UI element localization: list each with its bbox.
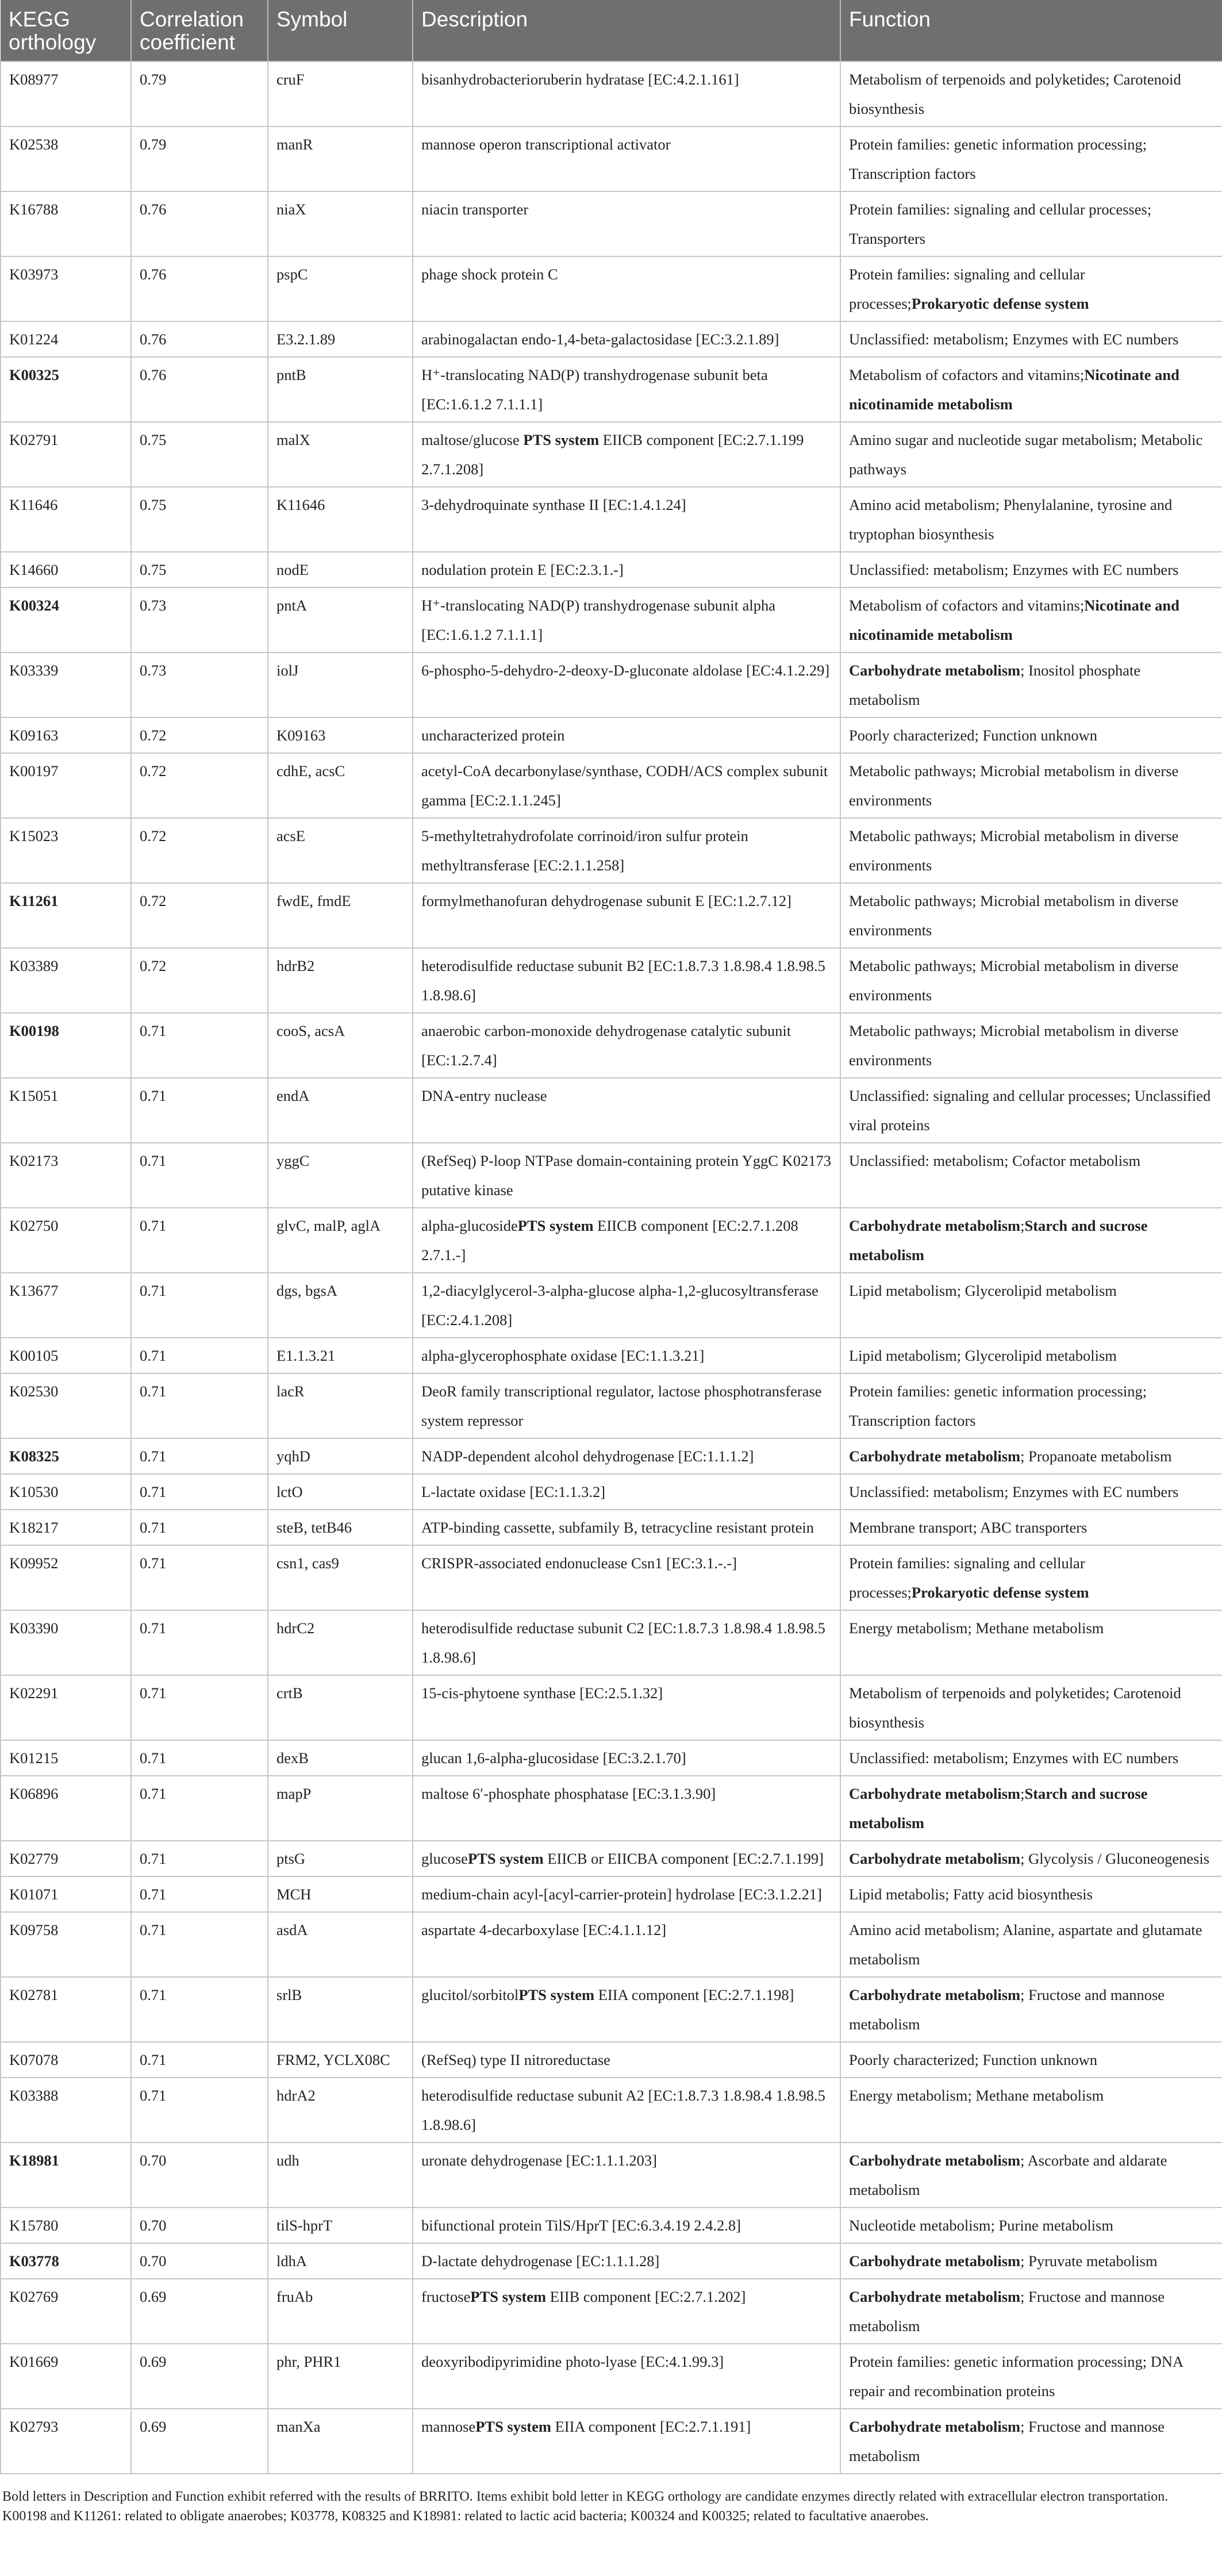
cell-function: Metabolic pathways; Microbial metabolism in diverse environments	[840, 883, 1222, 948]
cell-description: glucitol/sorbitolPTS system EIIA component [EC:2.7.1.198]	[413, 1977, 840, 2042]
table-row	[1, 2208, 1222, 2243]
cell-correlation-coefficient: 0.71	[131, 1876, 268, 1912]
cell-function: Unclassified: metabolism; Cofactor metabolism	[840, 1143, 1222, 1208]
cell-symbol: MCH	[268, 1876, 413, 1912]
cell-function: Energy metabolism; Methane metabolism	[840, 1610, 1222, 1675]
cell-correlation-coefficient: 0.69	[131, 2344, 268, 2409]
table-row	[1, 1545, 1222, 1610]
cell-symbol: hdrA2	[268, 2078, 413, 2143]
cell-kegg-orthology: K02769	[1, 2279, 131, 2344]
cell-function: Metabolic pathways; Microbial metabolism in diverse environments	[840, 753, 1222, 818]
cell-description: uncharacterized protein	[413, 717, 840, 753]
cell-symbol: asdA	[268, 1912, 413, 1977]
cell-description: glucan 1,6-alpha-glucosidase [EC:3.2.1.70]	[413, 1740, 840, 1776]
cell-kegg-orthology: K09758	[1, 1912, 131, 1977]
table-row	[1, 2143, 1222, 2208]
cell-function: Protein families: genetic information processing; DNA repair and recombination proteins	[840, 2344, 1222, 2409]
cell-correlation-coefficient: 0.71	[131, 1610, 268, 1675]
cell-function: Metabolic pathways; Microbial metabolism in diverse environments	[840, 948, 1222, 1013]
cell-function: Lipid metabolism; Glycerolipid metabolism	[840, 1273, 1222, 1338]
cell-kegg-orthology: K03973	[1, 256, 131, 321]
cell-correlation-coefficient: 0.71	[131, 1438, 268, 1474]
cell-correlation-coefficient: 0.70	[131, 2143, 268, 2208]
cell-function: Protein families: signaling and cellular processes; Transporters	[840, 191, 1222, 256]
header-kegg-orthology: KEGG orthology	[1, 0, 131, 62]
cell-kegg-orthology: K08977	[1, 62, 131, 126]
table-row	[1, 191, 1222, 256]
cell-correlation-coefficient: 0.76	[131, 256, 268, 321]
cell-kegg-orthology: K00324	[1, 588, 131, 652]
cell-function: Carbohydrate metabolism; Propanoate metabolism	[840, 1438, 1222, 1474]
cell-symbol: K11646	[268, 487, 413, 552]
table-footnote: Bold letters in Description and Function exhibit referred with the results of BRRITO. Items exhibit bold letter in KEGG orthology are candidate enzymes directly related with extracellular electron transportation. K00198 and K11261: related to obligate anaerobes; K03778, K08325 and K18981: related to lactic acid bacteria; K00324 and K00325; related to facultative anaerobes.	[2, 2489, 1169, 2524]
table-row	[1, 2078, 1222, 2143]
cell-function: Protein families: signaling and cellular processes;Prokaryotic defense system	[840, 1545, 1222, 1610]
cell-symbol: crtB	[268, 1675, 413, 1740]
cell-correlation-coefficient: 0.72	[131, 883, 268, 948]
cell-description: fructosePTS system EIIB component [EC:2.7.1.202]	[413, 2279, 840, 2344]
cell-symbol: ldhA	[268, 2243, 413, 2279]
table-row	[1, 422, 1222, 487]
table-row	[1, 1143, 1222, 1208]
table-row	[1, 2279, 1222, 2344]
cell-symbol: cooS, acsA	[268, 1013, 413, 1078]
cell-correlation-coefficient: 0.76	[131, 321, 268, 357]
cell-kegg-orthology: K00197	[1, 753, 131, 818]
cell-symbol: yqhD	[268, 1438, 413, 1474]
table-row	[1, 321, 1222, 357]
cell-correlation-coefficient: 0.71	[131, 2078, 268, 2143]
cell-correlation-coefficient: 0.71	[131, 1373, 268, 1438]
cell-symbol: hdrB2	[268, 948, 413, 1013]
cell-symbol: dgs, bgsA	[268, 1273, 413, 1338]
cell-description: (RefSeq) type II nitroreductase	[413, 2042, 840, 2078]
table-row	[1, 2243, 1222, 2279]
cell-symbol: tilS-hprT	[268, 2208, 413, 2243]
cell-kegg-orthology: K00198	[1, 1013, 131, 1078]
cell-correlation-coefficient: 0.75	[131, 422, 268, 487]
table-row	[1, 1977, 1222, 2042]
cell-symbol: nodE	[268, 552, 413, 588]
header-symbol: Symbol	[268, 0, 413, 62]
cell-symbol: ptsG	[268, 1841, 413, 1876]
table-row	[1, 588, 1222, 652]
cell-symbol: endA	[268, 1078, 413, 1143]
cell-description: 1,2-diacylglycerol-3-alpha-glucose alpha-1,2-glucosyltransferase [EC:2.4.1.208]	[413, 1273, 840, 1338]
cell-correlation-coefficient: 0.71	[131, 1013, 268, 1078]
cell-symbol: hdrC2	[268, 1610, 413, 1675]
cell-correlation-coefficient: 0.72	[131, 753, 268, 818]
cell-function: Unclassified: metabolism; Enzymes with EC numbers	[840, 1474, 1222, 1510]
cell-kegg-orthology: K03389	[1, 948, 131, 1013]
cell-correlation-coefficient: 0.76	[131, 357, 268, 422]
cell-function: Amino acid metabolism; Phenylalanine, tyrosine and tryptophan biosynthesis	[840, 487, 1222, 552]
cell-description: alpha-glucosidePTS system EIICB component [EC:2.7.1.208 2.7.1.-]	[413, 1208, 840, 1273]
cell-kegg-orthology: K01071	[1, 1876, 131, 1912]
cell-description: aspartate 4-decarboxylase [EC:4.1.1.12]	[413, 1912, 840, 1977]
cell-correlation-coefficient: 0.75	[131, 487, 268, 552]
cell-correlation-coefficient: 0.75	[131, 552, 268, 588]
cell-description: glucosePTS system EIICB or EIICBA component [EC:2.7.1.199]	[413, 1841, 840, 1876]
cell-correlation-coefficient: 0.69	[131, 2279, 268, 2344]
cell-correlation-coefficient: 0.71	[131, 1208, 268, 1273]
cell-description: maltose/glucose PTS system EIICB component [EC:2.7.1.199 2.7.1.208]	[413, 422, 840, 487]
cell-description: heterodisulfide reductase subunit C2 [EC:1.8.7.3 1.8.98.4 1.8.98.5 1.8.98.6]	[413, 1610, 840, 1675]
cell-function: Membrane transport; ABC transporters	[840, 1510, 1222, 1545]
table-row	[1, 2409, 1222, 2474]
cell-kegg-orthology: K06896	[1, 1776, 131, 1841]
cell-correlation-coefficient: 0.71	[131, 1841, 268, 1876]
cell-description: heterodisulfide reductase subunit B2 [EC:1.8.7.3 1.8.98.4 1.8.98.5 1.8.98.6]	[413, 948, 840, 1013]
table-row	[1, 2042, 1222, 2078]
cell-kegg-orthology: K11646	[1, 487, 131, 552]
cell-kegg-orthology: K03388	[1, 2078, 131, 2143]
cell-description: bifunctional protein TilS/HprT [EC:6.3.4.19 2.4.2.8]	[413, 2208, 840, 2243]
header-row	[1, 0, 1222, 62]
cell-kegg-orthology: K14660	[1, 552, 131, 588]
cell-kegg-orthology: K15023	[1, 818, 131, 883]
cell-description: mannosePTS system EIIA component [EC:2.7.1.191]	[413, 2409, 840, 2474]
cell-kegg-orthology: K11261	[1, 883, 131, 948]
cell-description: 6-phospho-5-dehydro-2-deoxy-D-gluconate aldolase [EC:4.1.2.29]	[413, 652, 840, 717]
cell-function: Carbohydrate metabolism; Fructose and mannose metabolism	[840, 1977, 1222, 2042]
cell-correlation-coefficient: 0.71	[131, 1078, 268, 1143]
cell-description: (RefSeq) P-loop NTPase domain-containing protein YggC K02173 putative kinase	[413, 1143, 840, 1208]
cell-kegg-orthology: K18217	[1, 1510, 131, 1545]
cell-kegg-orthology: K15051	[1, 1078, 131, 1143]
table-row	[1, 1510, 1222, 1545]
cell-symbol: fruAb	[268, 2279, 413, 2344]
cell-kegg-orthology: K10530	[1, 1474, 131, 1510]
table-row	[1, 357, 1222, 422]
table-row	[1, 1610, 1222, 1675]
cell-description: NADP-dependent alcohol dehydrogenase [EC:1.1.1.2]	[413, 1438, 840, 1474]
cell-symbol: csn1, cas9	[268, 1545, 413, 1610]
header-function: Function	[840, 0, 1222, 62]
cell-function: Metabolic pathways; Microbial metabolism in diverse environments	[840, 1013, 1222, 1078]
table-row	[1, 753, 1222, 818]
cell-kegg-orthology: K18981	[1, 2143, 131, 2208]
cell-description: formylmethanofuran dehydrogenase subunit E [EC:1.2.7.12]	[413, 883, 840, 948]
cell-function: Lipid metabolism; Glycerolipid metabolism	[840, 1338, 1222, 1373]
cell-description: niacin transporter	[413, 191, 840, 256]
cell-description: 15-cis-phytoene synthase [EC:2.5.1.32]	[413, 1675, 840, 1740]
cell-correlation-coefficient: 0.72	[131, 717, 268, 753]
cell-kegg-orthology: K02173	[1, 1143, 131, 1208]
cell-function: Protein families: signaling and cellular processes;Prokaryotic defense system	[840, 256, 1222, 321]
cell-correlation-coefficient: 0.71	[131, 1776, 268, 1841]
cell-function: Protein families: genetic information processing; Transcription factors	[840, 1373, 1222, 1438]
table-row	[1, 1338, 1222, 1373]
cell-function: Carbohydrate metabolism; Glycolysis / Gluconeogenesis	[840, 1841, 1222, 1876]
cell-correlation-coefficient: 0.70	[131, 2208, 268, 2243]
cell-kegg-orthology: K02291	[1, 1675, 131, 1740]
cell-function: Protein families: genetic information processing; Transcription factors	[840, 126, 1222, 191]
cell-description: 5-methyltetrahydrofolate corrinoid/iron sulfur protein methyltransferase [EC:2.1.1.258]	[413, 818, 840, 883]
table-body	[1, 62, 1222, 2474]
cell-symbol: cdhE, acsC	[268, 753, 413, 818]
table-row	[1, 1912, 1222, 1977]
table-row	[1, 1841, 1222, 1876]
cell-description: uronate dehydrogenase [EC:1.1.1.203]	[413, 2143, 840, 2208]
cell-symbol: acsE	[268, 818, 413, 883]
table-row	[1, 1776, 1222, 1841]
cell-correlation-coefficient: 0.71	[131, 1338, 268, 1373]
cell-symbol: phr, PHR1	[268, 2344, 413, 2409]
cell-description: ATP-binding cassette, subfamily B, tetracycline resistant protein	[413, 1510, 840, 1545]
cell-symbol: malX	[268, 422, 413, 487]
table-row	[1, 1876, 1222, 1912]
cell-description: mannose operon transcriptional activator	[413, 126, 840, 191]
cell-symbol: iolJ	[268, 652, 413, 717]
table-row	[1, 1373, 1222, 1438]
table-row	[1, 1438, 1222, 1474]
cell-function: Poorly characterized; Function unknown	[840, 717, 1222, 753]
cell-correlation-coefficient: 0.71	[131, 1273, 268, 1338]
cell-correlation-coefficient: 0.71	[131, 1474, 268, 1510]
cell-kegg-orthology: K01669	[1, 2344, 131, 2409]
cell-description: D-lactate dehydrogenase [EC:1.1.1.28]	[413, 2243, 840, 2279]
cell-symbol: K09163	[268, 717, 413, 753]
cell-symbol: dexB	[268, 1740, 413, 1776]
cell-description: acetyl-CoA decarbonylase/synthase, CODH/ACS complex subunit gamma [EC:2.1.1.245]	[413, 753, 840, 818]
table-row	[1, 1208, 1222, 1273]
cell-kegg-orthology: K02781	[1, 1977, 131, 2042]
cell-function: Metabolism of terpenoids and polyketides; Carotenoid biosynthesis	[840, 62, 1222, 126]
table-row	[1, 1474, 1222, 1510]
cell-kegg-orthology: K09163	[1, 717, 131, 753]
table-row	[1, 717, 1222, 753]
cell-description: anaerobic carbon-monoxide dehydrogenase catalytic subunit [EC:1.2.7.4]	[413, 1013, 840, 1078]
cell-kegg-orthology: K00325	[1, 357, 131, 422]
cell-description: H⁺-translocating NAD(P) transhydrogenase subunit beta [EC:1.6.1.2 7.1.1.1]	[413, 357, 840, 422]
cell-symbol: manR	[268, 126, 413, 191]
cell-description: nodulation protein E [EC:2.3.1.-]	[413, 552, 840, 588]
cell-symbol: pntA	[268, 588, 413, 652]
cell-kegg-orthology: K00105	[1, 1338, 131, 1373]
table-row	[1, 487, 1222, 552]
cell-correlation-coefficient: 0.79	[131, 62, 268, 126]
table-row	[1, 818, 1222, 883]
cell-description: medium-chain acyl-[acyl-carrier-protein] hydrolase [EC:3.1.2.21]	[413, 1876, 840, 1912]
cell-symbol: steB, tetB46	[268, 1510, 413, 1545]
table-header	[1, 0, 1222, 62]
cell-function: Carbohydrate metabolism; Ascorbate and aldarate metabolism	[840, 2143, 1222, 2208]
cell-function: Carbohydrate metabolism;Starch and sucrose metabolism	[840, 1208, 1222, 1273]
cell-kegg-orthology: K09952	[1, 1545, 131, 1610]
cell-symbol: E3.2.1.89	[268, 321, 413, 357]
cell-symbol: niaX	[268, 191, 413, 256]
table-row	[1, 552, 1222, 588]
cell-kegg-orthology: K03339	[1, 652, 131, 717]
cell-correlation-coefficient: 0.76	[131, 191, 268, 256]
cell-kegg-orthology: K02791	[1, 422, 131, 487]
cell-description: deoxyribodipyrimidine photo-lyase [EC:4.1.99.3]	[413, 2344, 840, 2409]
cell-kegg-orthology: K02538	[1, 126, 131, 191]
table-row	[1, 1078, 1222, 1143]
header-correlation-coefficient: Correlation coefficient	[131, 0, 268, 62]
cell-symbol: lacR	[268, 1373, 413, 1438]
cell-description: bisanhydrobacterioruberin hydratase [EC:4.2.1.161]	[413, 62, 840, 126]
cell-function: Unclassified: metabolism; Enzymes with EC numbers	[840, 1740, 1222, 1776]
cell-kegg-orthology: K02793	[1, 2409, 131, 2474]
cell-symbol: fwdE, fmdE	[268, 883, 413, 948]
cell-symbol: udh	[268, 2143, 413, 2208]
cell-function: Metabolism of cofactors and vitamins;Nicotinate and nicotinamide metabolism	[840, 588, 1222, 652]
cell-kegg-orthology: K03390	[1, 1610, 131, 1675]
table-row	[1, 883, 1222, 948]
cell-correlation-coefficient: 0.71	[131, 1977, 268, 2042]
table-row	[1, 652, 1222, 717]
cell-function: Amino acid metabolism; Alanine, aspartate and glutamate metabolism	[840, 1912, 1222, 1977]
cell-description: arabinogalactan endo-1,4-beta-galactosidase [EC:3.2.1.89]	[413, 321, 840, 357]
cell-symbol: lctO	[268, 1474, 413, 1510]
cell-description: CRISPR-associated endonuclease Csn1 [EC:3.1.-.-]	[413, 1545, 840, 1610]
cell-symbol: cruF	[268, 62, 413, 126]
cell-correlation-coefficient: 0.73	[131, 652, 268, 717]
cell-kegg-orthology: K01224	[1, 321, 131, 357]
cell-function: Metabolism of cofactors and vitamins;Nicotinate and nicotinamide metabolism	[840, 357, 1222, 422]
cell-function: Carbohydrate metabolism; Inositol phosphate metabolism	[840, 652, 1222, 717]
table-row	[1, 948, 1222, 1013]
table-row	[1, 126, 1222, 191]
cell-correlation-coefficient: 0.73	[131, 588, 268, 652]
cell-symbol: pntB	[268, 357, 413, 422]
cell-function: Unclassified: metabolism; Enzymes with EC numbers	[840, 321, 1222, 357]
cell-correlation-coefficient: 0.71	[131, 1675, 268, 1740]
cell-correlation-coefficient: 0.69	[131, 2409, 268, 2474]
cell-function: Lipid metabolis; Fatty acid biosynthesis	[840, 1876, 1222, 1912]
cell-symbol: FRM2, YCLX08C	[268, 2042, 413, 2078]
cell-function: Unclassified: metabolism; Enzymes with EC numbers	[840, 552, 1222, 588]
table-row	[1, 1013, 1222, 1078]
cell-correlation-coefficient: 0.71	[131, 1740, 268, 1776]
cell-correlation-coefficient: 0.79	[131, 126, 268, 191]
cell-symbol: manXa	[268, 2409, 413, 2474]
cell-description: heterodisulfide reductase subunit A2 [EC:1.8.7.3 1.8.98.4 1.8.98.5 1.8.98.6]	[413, 2078, 840, 2143]
cell-kegg-orthology: K08325	[1, 1438, 131, 1474]
cell-description: L-lactate oxidase [EC:1.1.3.2]	[413, 1474, 840, 1510]
cell-symbol: glvC, malP, aglA	[268, 1208, 413, 1273]
cell-symbol: yggC	[268, 1143, 413, 1208]
cell-correlation-coefficient: 0.70	[131, 2243, 268, 2279]
table-row	[1, 256, 1222, 321]
cell-function: Carbohydrate metabolism;Starch and sucrose metabolism	[840, 1776, 1222, 1841]
cell-symbol: srlB	[268, 1977, 413, 2042]
cell-correlation-coefficient: 0.71	[131, 1545, 268, 1610]
table-row	[1, 1740, 1222, 1776]
cell-symbol: E1.1.3.21	[268, 1338, 413, 1373]
header-description: Description	[413, 0, 840, 62]
cell-function: Poorly characterized; Function unknown	[840, 2042, 1222, 2078]
table-row	[1, 62, 1222, 126]
table-row	[1, 1273, 1222, 1338]
cell-function: Carbohydrate metabolism; Fructose and mannose metabolism	[840, 2409, 1222, 2474]
cell-description: phage shock protein C	[413, 256, 840, 321]
cell-symbol: mapP	[268, 1776, 413, 1841]
cell-function: Metabolic pathways; Microbial metabolism in diverse environments	[840, 818, 1222, 883]
cell-kegg-orthology: K01215	[1, 1740, 131, 1776]
cell-kegg-orthology: K15780	[1, 2208, 131, 2243]
cell-kegg-orthology: K07078	[1, 2042, 131, 2078]
table-row	[1, 2344, 1222, 2409]
cell-description: maltose 6′-phosphate phosphatase [EC:3.1.3.90]	[413, 1776, 840, 1841]
cell-function: Metabolism of terpenoids and polyketides; Carotenoid biosynthesis	[840, 1675, 1222, 1740]
cell-kegg-orthology: K03778	[1, 2243, 131, 2279]
cell-description: 3-dehydroquinate synthase II [EC:1.4.1.24]	[413, 487, 840, 552]
cell-kegg-orthology: K13677	[1, 1273, 131, 1338]
cell-description: H⁺-translocating NAD(P) transhydrogenase subunit alpha [EC:1.6.1.2 7.1.1.1]	[413, 588, 840, 652]
cell-correlation-coefficient: 0.71	[131, 1912, 268, 1977]
cell-kegg-orthology: K02779	[1, 1841, 131, 1876]
cell-description: DNA-entry nuclease	[413, 1078, 840, 1143]
cell-function: Carbohydrate metabolism; Fructose and mannose metabolism	[840, 2279, 1222, 2344]
cell-correlation-coefficient: 0.72	[131, 948, 268, 1013]
cell-function: Energy metabolism; Methane metabolism	[840, 2078, 1222, 2143]
cell-correlation-coefficient: 0.71	[131, 2042, 268, 2078]
cell-function: Amino sugar and nucleotide sugar metabolism; Metabolic pathways	[840, 422, 1222, 487]
cell-description: alpha-glycerophosphate oxidase [EC:1.1.3.21]	[413, 1338, 840, 1373]
cell-kegg-orthology: K02530	[1, 1373, 131, 1438]
cell-correlation-coefficient: 0.71	[131, 1143, 268, 1208]
cell-function: Unclassified: signaling and cellular processes; Unclassified viral proteins	[840, 1078, 1222, 1143]
cell-correlation-coefficient: 0.71	[131, 1510, 268, 1545]
table-row	[1, 1675, 1222, 1740]
cell-correlation-coefficient: 0.72	[131, 818, 268, 883]
cell-function: Carbohydrate metabolism; Pyruvate metabolism	[840, 2243, 1222, 2279]
cell-symbol: pspC	[268, 256, 413, 321]
cell-kegg-orthology: K02750	[1, 1208, 131, 1273]
cell-description: DeoR family transcriptional regulator, lactose phosphotransferase system repressor	[413, 1373, 840, 1438]
cell-function: Nucleotide metabolism; Purine metabolism	[840, 2208, 1222, 2243]
cell-kegg-orthology: K16788	[1, 191, 131, 256]
